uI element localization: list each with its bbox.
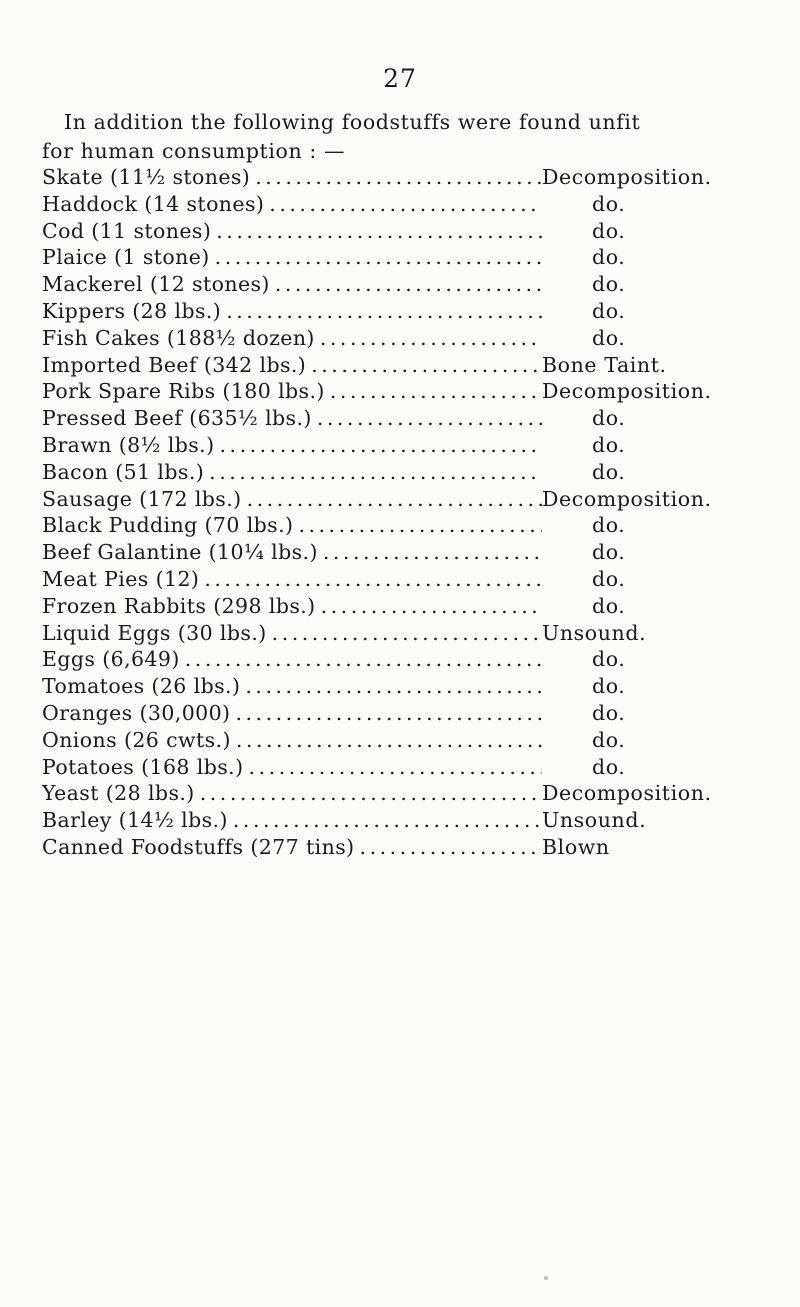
unfit-reason: do. [592, 727, 626, 752]
unfit-reason: do. [592, 566, 626, 591]
unfit-reason: do. [592, 674, 626, 699]
foodstuff-name: Haddock (14 stones) . . . [42, 191, 542, 218]
unfit-reason: Decomposition. [542, 486, 712, 511]
unfit-reason: do. [592, 593, 626, 618]
unfit-reason: Blown [542, 834, 610, 859]
foodstuff-name: Skate (11½ stones) . . . [42, 164, 542, 191]
foodstuff-name: Frozen Rabbits (298 lbs.) . . . [42, 593, 542, 620]
foodstuff-name: Pork Spare Ribs (180 lbs.) . . . [42, 378, 542, 405]
list-item [42, 352, 772, 379]
foodstuff-name: Imported Beef (342 lbs.) . . . [42, 352, 542, 379]
foodstuff-name: Plaice (1 stone) . . . [42, 244, 542, 271]
unfit-reason: Decomposition. [542, 379, 712, 404]
unfit-reason: do. [592, 191, 626, 216]
foodstuffs-list [42, 164, 772, 861]
list-item [42, 378, 772, 405]
list-item [42, 646, 772, 673]
list-item [42, 673, 772, 700]
list-item [42, 191, 772, 218]
unfit-reason: Bone Taint. [542, 352, 667, 377]
unfit-reason: do. [592, 406, 626, 431]
intro-line-1: In addition the following foodstuffs were found unfit [64, 110, 641, 134]
list-item [42, 432, 772, 459]
list-item [42, 620, 772, 647]
list-item [42, 834, 772, 861]
unfit-reason: Decomposition. [542, 165, 712, 189]
list-item [42, 754, 772, 781]
unfit-reason: do. [592, 272, 626, 297]
list-item [42, 298, 772, 325]
list-item [42, 486, 772, 513]
unfit-reason: do. [592, 459, 626, 484]
list-item [42, 244, 772, 271]
foodstuff-name: Potatoes (168 lbs.) . . . [42, 754, 542, 781]
foodstuff-name: Barley (14½ lbs.) . . . [42, 807, 542, 834]
list-item [42, 218, 772, 245]
unfit-reason: do. [592, 432, 626, 457]
unfit-reason: Decomposition. [542, 781, 712, 806]
foodstuff-name: Sausage (172 lbs.) . . . [42, 486, 542, 513]
foodstuff-name: Pressed Beef (635½ lbs.) . . . [42, 405, 542, 432]
list-item [42, 780, 772, 807]
unfit-reason: do. [592, 325, 626, 350]
foodstuff-name: Onions (26 cwts.) . . . [42, 727, 542, 754]
list-item [42, 807, 772, 834]
list-item [42, 566, 772, 593]
unfit-reason: do. [592, 245, 626, 270]
foodstuff-name: Brawn (8½ lbs.) . . . [42, 432, 542, 459]
foodstuff-name: Meat Pies (12) . . . [42, 566, 542, 593]
unfit-reason: do. [592, 700, 626, 725]
list-item [42, 164, 772, 191]
list-item [42, 459, 772, 486]
foodstuff-name: Cod (11 stones) . . . [42, 218, 542, 245]
unfit-reason: do. [592, 218, 626, 243]
foodstuff-name: Beef Galantine (10¼ lbs.) . . . [42, 539, 542, 566]
list-item [42, 727, 772, 754]
list-item [42, 512, 772, 539]
foodstuff-name: Tomatoes (26 lbs.) . . . [42, 673, 542, 700]
unfit-reason: do. [592, 298, 626, 323]
foodstuff-name: Canned Foodstuffs (277 tins) . . . [42, 834, 542, 861]
unfit-reason: Unsound. [542, 808, 647, 833]
list-item [42, 271, 772, 298]
intro-paragraph [42, 108, 762, 166]
unfit-reason: do. [592, 540, 626, 565]
foodstuff-name: Oranges (30,000) . . . [42, 700, 542, 727]
list-item [42, 700, 772, 727]
list-item [42, 405, 772, 432]
page-number: 27 [383, 64, 417, 93]
foodstuff-name: Bacon (51 lbs.) . . . [42, 459, 542, 486]
intro-line-2: for human consumption : — [42, 139, 346, 163]
list-item [42, 593, 772, 620]
foodstuff-name: Fish Cakes (188½ dozen) . . . [42, 325, 542, 352]
unfit-reason: do. [592, 513, 626, 538]
foodstuff-name: Kippers (28 lbs.) . . . [42, 298, 542, 325]
foodstuff-name: Black Pudding (70 lbs.) . . . [42, 512, 542, 539]
page-speck [544, 1276, 548, 1280]
unfit-reason: Unsound. [542, 620, 647, 645]
foodstuff-name: Liquid Eggs (30 lbs.) . . . [42, 620, 542, 647]
unfit-reason: do. [592, 647, 626, 672]
list-item [42, 325, 772, 352]
foodstuff-name: Yeast (28 lbs.) . . . [42, 780, 542, 807]
list-item [42, 539, 772, 566]
unfit-reason: do. [592, 754, 626, 779]
foodstuff-name: Eggs (6,649) . . . [42, 646, 542, 673]
foodstuff-name: Mackerel (12 stones) . . . [42, 271, 542, 298]
